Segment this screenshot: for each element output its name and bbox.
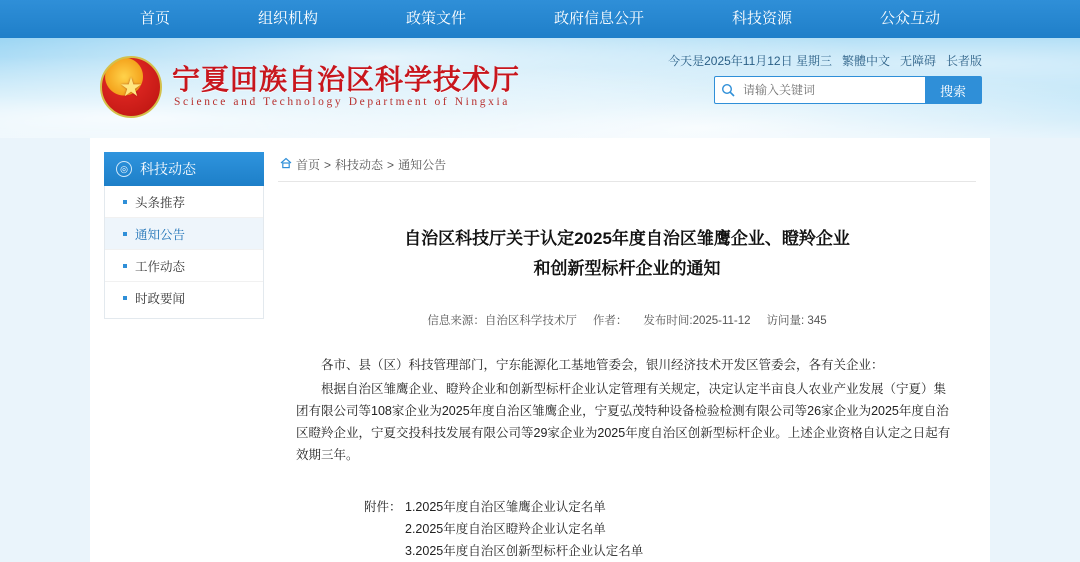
- sidebar-item-label: 头条推荐: [135, 195, 186, 210]
- compass-icon: ◎: [116, 161, 132, 177]
- sidebar-item-label: 通知公告: [135, 227, 186, 242]
- nav-item-public-interaction[interactable]: 公众互动: [880, 10, 941, 27]
- article-paragraph: 根据自治区雏鹰企业、瞪羚企业和创新型标杆企业认定管理有关规定，决定认定半亩良人农业产业发展（宁夏）集团有限公司等108家企业为2025年度自治区雏鹰企业，宁夏弘茂特种设备检验检测有限公司等26家企业为2025年度自治区瞪羚企业，宁夏交投科技发展有限公司等29家企业为2025年度自治区创新型标杆企业。上述企业资格自认定之日起有效期三年。: [296, 382, 951, 462]
- search-icon: [715, 77, 741, 103]
- site-subtitle: Science and Technology Department of Ningxia: [174, 96, 510, 108]
- search-input[interactable]: [741, 77, 925, 103]
- site-banner: [0, 38, 1080, 138]
- bullet-icon: [123, 232, 127, 236]
- article-title-line-1: 自治区科技厅关于认定2025年度自治区雏鹰企业、瞪羚企业: [404, 229, 850, 248]
- breadcrumb: [278, 152, 976, 182]
- attachment-item[interactable]: 3.2025年度自治区创新型标杆企业认定名单: [405, 544, 644, 558]
- national-emblem-icon: [100, 56, 162, 118]
- sidebar-item-headline-recommend[interactable]: [105, 186, 263, 218]
- attachment-item[interactable]: 2.2025年度自治区瞪羚企业认定名单: [405, 522, 606, 536]
- sidebar: [104, 152, 264, 562]
- sidebar-list: [104, 186, 264, 319]
- article-source: 信息来源：自治区科学技术厅: [427, 315, 577, 327]
- bullet-icon: [123, 296, 127, 300]
- traditional-chinese-link[interactable]: 繁體中文: [841, 54, 890, 68]
- article-paragraph: 各市、县（区）科技管理部门，宁东能源化工基地管委会，银川经济技术开发区管委会，各有关企业：: [321, 358, 884, 372]
- article-body: [296, 354, 958, 466]
- site-title: 宁夏回族自治区科学技术厅: [172, 65, 521, 96]
- search-button[interactable]: 搜索: [925, 77, 981, 103]
- breadcrumb-item-technology-updates[interactable]: 科技动态: [335, 158, 384, 172]
- elder-mode-link[interactable]: 长者版: [945, 54, 982, 68]
- sidebar-header-label: 科技动态: [140, 161, 196, 177]
- accessibility-link[interactable]: 无障碍: [899, 54, 936, 68]
- article-publish-time: 发布时间:2025-11-12: [643, 315, 751, 327]
- bullet-icon: [123, 264, 127, 268]
- emblem-star-glyph: ★: [119, 72, 143, 102]
- nav-item-technology-resources[interactable]: 科技资源: [732, 10, 793, 27]
- nav-item-government-information-disclosure[interactable]: 政府信息公开: [554, 10, 645, 27]
- current-date-text: 今天是2025年11月12日 星期三: [668, 54, 832, 68]
- bullet-icon: [123, 200, 127, 204]
- nav-item-home[interactable]: 首页: [139, 10, 170, 27]
- breadcrumb-item-notice-announcement[interactable]: 通知公告: [398, 158, 447, 172]
- sidebar-header: [104, 152, 264, 186]
- sidebar-item-work-updates[interactable]: [105, 250, 263, 282]
- nav-item-policy-documents[interactable]: 政策文件: [405, 10, 466, 27]
- article-meta: [278, 312, 976, 328]
- article-view-count: 访问量: 345: [766, 315, 827, 327]
- nav-item-organization[interactable]: 组织机构: [257, 10, 318, 27]
- breadcrumb-separator: >: [324, 157, 332, 172]
- article-title-line-2: 和创新型标杆企业的通知: [533, 259, 721, 278]
- breadcrumb-separator: >: [387, 157, 395, 172]
- utility-bar: [668, 52, 982, 69]
- sidebar-item-current-affairs[interactable]: [105, 282, 263, 314]
- breadcrumb-item-home[interactable]: 首页: [296, 158, 321, 172]
- attachment-list: [364, 496, 958, 562]
- main-column: [278, 152, 976, 562]
- search-box: [714, 76, 982, 104]
- attachment-item[interactable]: 1.2025年度自治区雏鹰企业认定名单: [405, 500, 606, 514]
- sidebar-item-label: 时政要闻: [135, 292, 186, 306]
- article-title: [318, 224, 936, 284]
- article-author: 作者：: [592, 315, 628, 327]
- sidebar-item-label: 工作动态: [135, 259, 186, 274]
- attachment-label: 附件：: [364, 500, 402, 514]
- home-icon: [280, 157, 292, 172]
- page-content: [90, 138, 990, 562]
- sidebar-item-notice-announcement[interactable]: [105, 218, 263, 250]
- top-navigation-bar: [0, 0, 1080, 38]
